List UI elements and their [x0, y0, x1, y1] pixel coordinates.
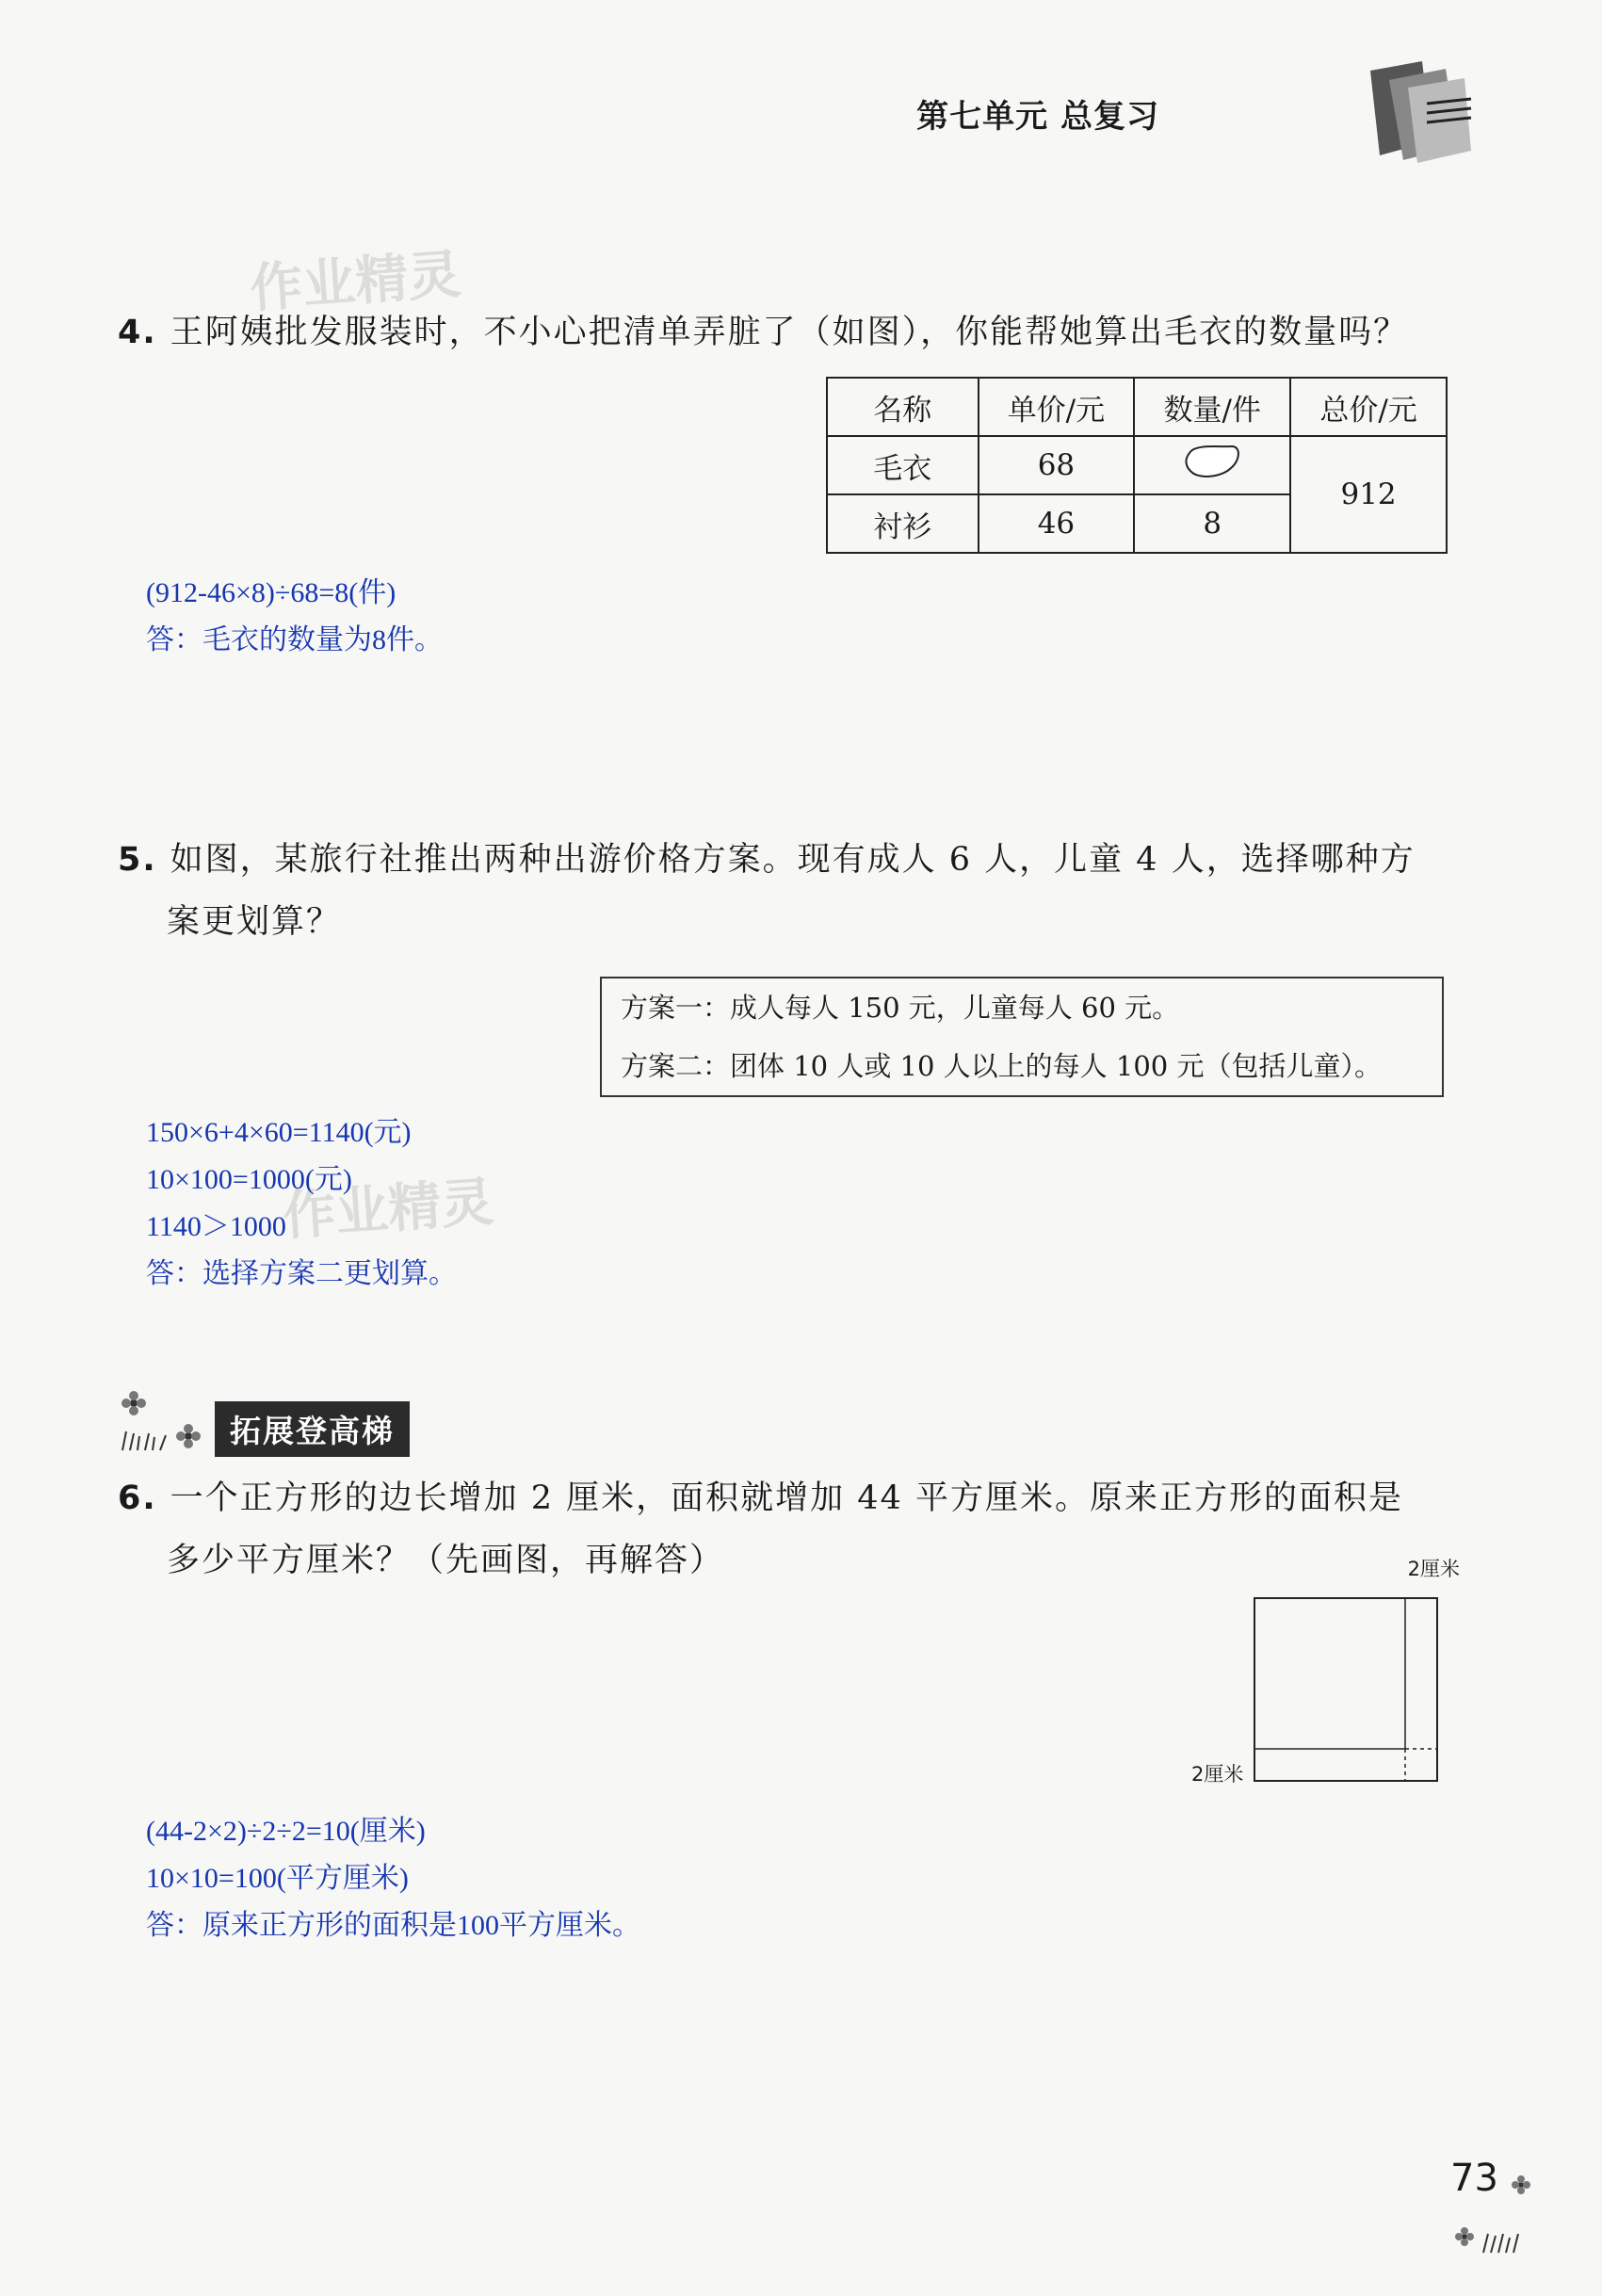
watermark: 作业精灵 [248, 244, 463, 320]
table-cell: 8 [1134, 494, 1290, 553]
stain-cell [1134, 436, 1290, 494]
question-number: 6. [118, 1479, 157, 1517]
flower-decoration-icon [113, 1384, 217, 1460]
square-diagram [1253, 1596, 1441, 1785]
stain-icon [1182, 442, 1242, 481]
table-cell-total: 912 [1290, 436, 1447, 553]
answer-block [146, 1808, 640, 1949]
table-cell: 46 [979, 494, 1135, 553]
answer-line: 答：原来正方形的面积是100平方厘米。 [146, 1910, 640, 1941]
question-text-cont: 案更划算？ [167, 903, 342, 941]
price-table [826, 377, 1448, 554]
table-header: 名称 [827, 378, 979, 436]
answer-line: 答：毛衣的数量为8件。 [146, 624, 443, 655]
label-top: 2厘米 [1407, 1558, 1460, 1580]
header-decoration-icon [1366, 52, 1479, 174]
unit-header: 第七单元 总复习 [916, 98, 1159, 136]
table-header: 单价/元 [979, 378, 1135, 436]
answer-line: 1140＞1000 [146, 1211, 286, 1242]
answer-line: 10×10=100(平方厘米) [146, 1863, 409, 1894]
answer-block [146, 570, 443, 664]
table-cell: 68 [979, 436, 1135, 494]
section-heading: 拓展登高梯 [215, 1401, 410, 1457]
answer-line: 150×6+4×60=1140(元) [146, 1117, 412, 1148]
table-header: 数量/件 [1134, 378, 1290, 436]
question-text: 王阿姨批发服装时，不小心把清单弄脏了（如图），你能帮她算出毛衣的数量吗？ [170, 314, 1409, 351]
page-number: 73 [1450, 2157, 1498, 2200]
watermark: 作业精灵 [281, 1172, 496, 1248]
answer-line: (44-2×2)÷2÷2=10(厘米) [146, 1816, 426, 1847]
table-header-row [827, 378, 1447, 436]
plan-one: 方案一：成人每人 150 元，儿童每人 60 元。 [621, 992, 1180, 1024]
question-4 [118, 301, 1408, 364]
question-number: 5. [118, 841, 157, 879]
answer-line: (912-46×8)÷68=8(件) [146, 577, 396, 608]
question-number: 4. [118, 314, 157, 351]
square-figure [1191, 1554, 1460, 1799]
flower-decoration-icon [1441, 2166, 1545, 2270]
question-text: 一个正方形的边长增加 2 厘米，面积就增加 44 平方厘米。原来正方形的面积是 [170, 1479, 1403, 1517]
plan-two: 方案二：团体 10 人或 10 人以上的每人 100 元（包括儿童）。 [621, 1050, 1382, 1082]
answer-line: 答：选择方案二更划算。 [146, 1258, 457, 1289]
label-left: 2厘米 [1191, 1763, 1244, 1786]
table-cell: 衬衫 [827, 494, 979, 553]
plans-box [600, 977, 1444, 1097]
question-text: 如图，某旅行社推出两种出游价格方案。现有成人 6 人，儿童 4 人，选择哪种方 [170, 841, 1416, 879]
answer-block [146, 1109, 457, 1298]
question-5 [118, 829, 1416, 953]
table-header: 总价/元 [1290, 378, 1447, 436]
table-cell: 毛衣 [827, 436, 979, 494]
table-row [827, 436, 1447, 494]
answer-line: 10×100=1000(元) [146, 1164, 352, 1195]
question-text-cont: 多少平方厘米？（先画图，再解答） [167, 1542, 725, 1579]
